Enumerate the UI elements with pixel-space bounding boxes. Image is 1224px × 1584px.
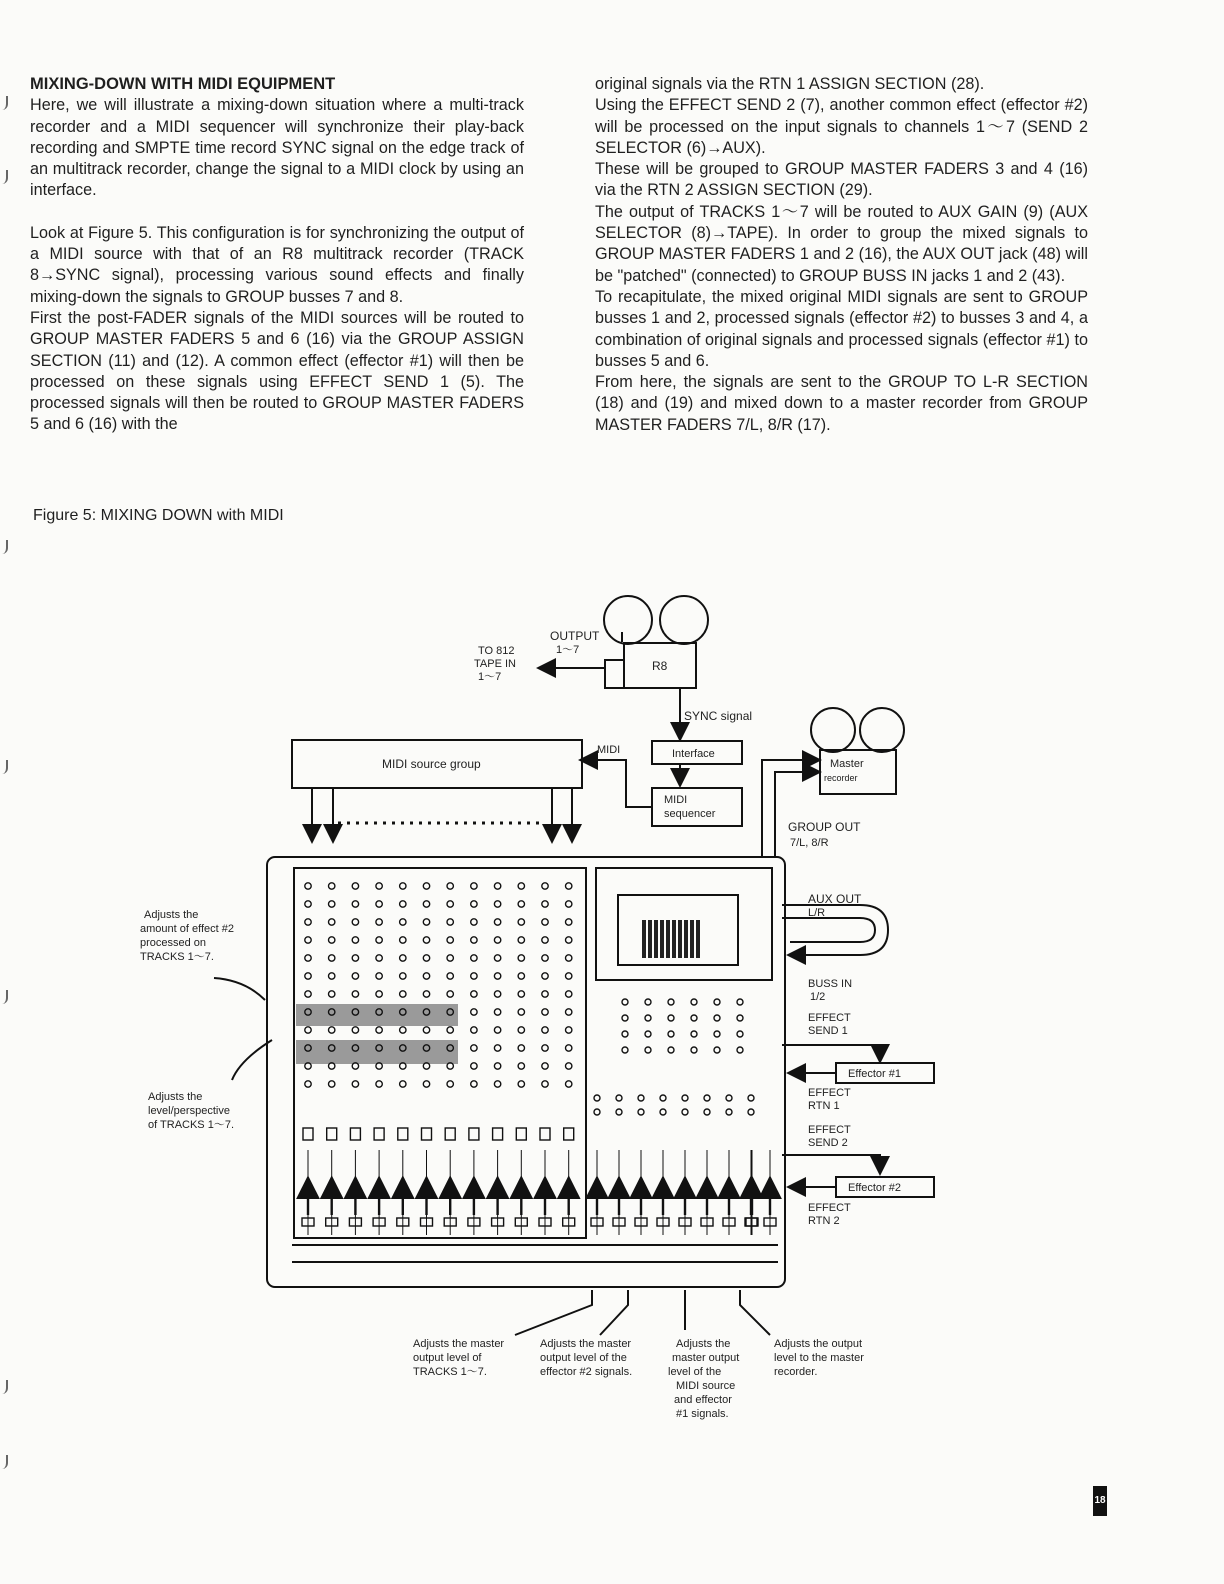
knob-icon bbox=[660, 1109, 666, 1115]
reel-icon bbox=[811, 708, 855, 752]
paragraph: Using the EFFECT SEND 2 (7), another common effect (effector #2) will be processed on the input signals to channels 1～7 (SEND 2 SELECTOR (6)→AUX). bbox=[595, 96, 1088, 157]
knob-icon bbox=[352, 973, 358, 979]
knob-icon bbox=[542, 883, 548, 889]
label-output: OUTPUT bbox=[550, 629, 600, 643]
callout-master-eff2: output level of the bbox=[540, 1352, 627, 1364]
knob-icon bbox=[471, 1027, 477, 1033]
meter-bar bbox=[684, 920, 688, 958]
label-effect-send2: SEND 2 bbox=[808, 1137, 848, 1149]
knob-icon bbox=[691, 1047, 697, 1053]
callout-master-midi: level of the bbox=[668, 1366, 722, 1378]
knob-icon bbox=[329, 883, 335, 889]
knob-icon bbox=[376, 1081, 382, 1087]
paragraph: These will be grouped to GROUP MASTER FADERS 3 and 4 (16) via the RTN 2 ASSIGN SECTION (29). bbox=[595, 160, 1088, 200]
label-r8: R8 bbox=[652, 659, 668, 673]
knob-icon bbox=[737, 999, 743, 1005]
callout-output: recorder. bbox=[774, 1366, 818, 1378]
knob-icon bbox=[691, 1015, 697, 1021]
knob-icon bbox=[494, 919, 500, 925]
knob-icon bbox=[352, 901, 358, 907]
reel-icon bbox=[604, 596, 652, 644]
knob-icon bbox=[737, 1047, 743, 1053]
knob-icon bbox=[542, 1081, 548, 1087]
binding-mark bbox=[0, 1455, 8, 1469]
mixing-diagram bbox=[0, 590, 1224, 1450]
knob-icon bbox=[423, 955, 429, 961]
knob-icon bbox=[305, 955, 311, 961]
page-number: 18 bbox=[1093, 1486, 1107, 1516]
knob-icon bbox=[376, 919, 382, 925]
knob-icon bbox=[645, 999, 651, 1005]
knob-icon bbox=[494, 955, 500, 961]
knob-icon bbox=[566, 955, 572, 961]
knob-icon bbox=[329, 991, 335, 997]
knob-icon bbox=[645, 1047, 651, 1053]
callout-master-eff2: effector #2 signals. bbox=[540, 1366, 633, 1378]
knob-icon bbox=[714, 999, 720, 1005]
knob-icon bbox=[542, 1027, 548, 1033]
knob-icon bbox=[704, 1095, 710, 1101]
knob-icon bbox=[737, 1031, 743, 1037]
callout-effect2: amount of effect #2 bbox=[140, 923, 234, 935]
knob-icon bbox=[400, 973, 406, 979]
knob-icon bbox=[329, 919, 335, 925]
callout-effect2: Adjusts the bbox=[144, 909, 199, 921]
reel-icon bbox=[860, 708, 904, 752]
knob-icon bbox=[622, 1047, 628, 1053]
knob-icon bbox=[352, 991, 358, 997]
text-column-left bbox=[30, 74, 524, 436]
knob-icon bbox=[471, 1009, 477, 1015]
label-effect-rtn2: RTN 2 bbox=[808, 1215, 840, 1227]
callout-effect2: TRACKS 1～7. bbox=[140, 951, 214, 963]
knob-icon bbox=[352, 883, 358, 889]
reel-icon bbox=[660, 596, 708, 644]
knob-icon bbox=[566, 883, 572, 889]
label-master: recorder bbox=[824, 773, 858, 783]
knob-icon bbox=[542, 1009, 548, 1015]
meter-bar bbox=[660, 920, 664, 958]
knob-icon bbox=[400, 1081, 406, 1087]
label-to-812: TAPE IN bbox=[474, 658, 516, 670]
knob-icon bbox=[704, 1109, 710, 1115]
knob-icon bbox=[566, 991, 572, 997]
label-interface: Interface bbox=[672, 748, 715, 760]
knob-icon bbox=[400, 919, 406, 925]
knob-icon bbox=[376, 991, 382, 997]
knob-icon bbox=[518, 1045, 524, 1051]
knob-icon bbox=[423, 901, 429, 907]
button-icon bbox=[540, 1128, 550, 1140]
knob-icon bbox=[471, 937, 477, 943]
label-aux-out: L/R bbox=[808, 907, 826, 919]
knob-icon bbox=[376, 955, 382, 961]
knob-icon bbox=[714, 1031, 720, 1037]
button-icon bbox=[327, 1128, 337, 1140]
section-heading: MIXING-DOWN WITH MIDI EQUIPMENT bbox=[30, 75, 336, 93]
knob-icon bbox=[329, 901, 335, 907]
knob-icon bbox=[376, 1027, 382, 1033]
knob-icon bbox=[566, 919, 572, 925]
knob-icon bbox=[471, 901, 477, 907]
knob-icon bbox=[423, 937, 429, 943]
pan-band bbox=[296, 1040, 458, 1064]
knob-icon bbox=[471, 1063, 477, 1069]
callout-master-tracks: output level of bbox=[413, 1352, 482, 1364]
knob-icon bbox=[423, 919, 429, 925]
meter-bar bbox=[648, 920, 652, 958]
callout-level: Adjusts the bbox=[148, 1091, 203, 1103]
label-effect-send1: EFFECT bbox=[808, 1012, 851, 1024]
callout-master-tracks: Adjusts the master bbox=[413, 1338, 505, 1350]
knob-icon bbox=[329, 1027, 335, 1033]
button-icon bbox=[422, 1128, 432, 1140]
knob-icon bbox=[638, 1109, 644, 1115]
knob-icon bbox=[447, 1027, 453, 1033]
knob-icon bbox=[668, 1047, 674, 1053]
knob-icon bbox=[566, 937, 572, 943]
knob-icon bbox=[616, 1095, 622, 1101]
knob-icon bbox=[447, 901, 453, 907]
knob-icon bbox=[518, 1081, 524, 1087]
meter-bar bbox=[642, 920, 646, 958]
knob-icon bbox=[447, 937, 453, 943]
knob-icon bbox=[352, 937, 358, 943]
knob-icon bbox=[542, 1063, 548, 1069]
button-icon bbox=[493, 1128, 503, 1140]
knob-icon bbox=[542, 973, 548, 979]
knob-icon bbox=[518, 1063, 524, 1069]
knob-icon bbox=[471, 1081, 477, 1087]
knob-icon bbox=[471, 973, 477, 979]
label-group-out: 7/L, 8/R bbox=[790, 837, 829, 849]
knob-icon bbox=[494, 1045, 500, 1051]
callout-output: level to the master bbox=[774, 1352, 864, 1364]
knob-icon bbox=[471, 919, 477, 925]
label-sequencer: sequencer bbox=[664, 808, 716, 820]
label-to-812: 1～7 bbox=[478, 671, 502, 683]
knob-icon bbox=[494, 991, 500, 997]
paragraph: The output of TRACKS 1～7 will be routed to AUX GAIN (9) (AUX SELECTOR (8)→TAPE). In order to group the mixed signals to GROUP MASTER FADERS 1 and 2 (16), the AUX OUT jack (48) will be "patched" (connected) to GROUP BUSS IN jacks 1 and 2 (43). bbox=[595, 202, 1088, 285]
knob-icon bbox=[305, 973, 311, 979]
callout-level: of TRACKS 1～7. bbox=[148, 1119, 234, 1131]
meter-bar bbox=[654, 920, 658, 958]
label-buss-in: BUSS IN bbox=[808, 978, 853, 990]
knob-icon bbox=[566, 1009, 572, 1015]
knob-icon bbox=[616, 1109, 622, 1115]
label-output: 1～7 bbox=[556, 644, 580, 656]
knob-icon bbox=[400, 901, 406, 907]
knob-icon bbox=[682, 1095, 688, 1101]
paragraph: Look at Figure 5. This configuration is for synchronizing the output of a MIDI source with that of an R8 multitrack recorder (TRACK 8→SYNC signal), processing various sound effects and finally mixing-down the signals to GROUP busses 7 and 8. bbox=[30, 223, 524, 306]
knob-icon bbox=[400, 991, 406, 997]
knob-icon bbox=[668, 999, 674, 1005]
knob-icon bbox=[566, 1063, 572, 1069]
knob-icon bbox=[400, 883, 406, 889]
knob-icon bbox=[566, 1027, 572, 1033]
meter-bar bbox=[678, 920, 682, 958]
knob-icon bbox=[352, 955, 358, 961]
label-effector2: Effector #2 bbox=[848, 1182, 901, 1194]
knob-icon bbox=[726, 1095, 732, 1101]
knob-icon bbox=[518, 937, 524, 943]
knob-icon bbox=[447, 991, 453, 997]
binding-mark bbox=[0, 170, 8, 184]
button-icon bbox=[374, 1128, 384, 1140]
knob-icon bbox=[518, 991, 524, 997]
knob-icon bbox=[726, 1109, 732, 1115]
label-to-812: TO 812 bbox=[478, 645, 515, 657]
callout-master-midi: MIDI source bbox=[676, 1380, 736, 1392]
button-icon bbox=[350, 1128, 360, 1140]
knob-icon bbox=[305, 919, 311, 925]
knob-icon bbox=[447, 973, 453, 979]
knob-icon bbox=[622, 1031, 628, 1037]
callout-output: Adjusts the output bbox=[774, 1338, 863, 1350]
knob-icon bbox=[423, 883, 429, 889]
paragraph: Here, we will illustrate a mixing-down situation where a multi-track recorder and a MIDI sequencer will synchronize their play-back recording and SMPTE time record SYNC signal on the edge track of an multitrack recorder, change the signal to a MIDI clock by using an interface. bbox=[30, 96, 524, 200]
figure-caption: Figure 5: MIXING DOWN with MIDI bbox=[33, 507, 284, 524]
knob-icon bbox=[329, 937, 335, 943]
knob-icon bbox=[714, 1015, 720, 1021]
knob-icon bbox=[691, 999, 697, 1005]
knob-icon bbox=[471, 955, 477, 961]
knob-icon bbox=[376, 937, 382, 943]
knob-icon bbox=[518, 1009, 524, 1015]
label-effect-rtn1: RTN 1 bbox=[808, 1100, 840, 1112]
knob-icon bbox=[542, 919, 548, 925]
knob-icon bbox=[518, 955, 524, 961]
knob-icon bbox=[329, 955, 335, 961]
label-sync: SYNC signal bbox=[684, 709, 753, 723]
knob-icon bbox=[645, 1031, 651, 1037]
knob-icon bbox=[622, 1015, 628, 1021]
master-recorder-box bbox=[820, 750, 896, 794]
knob-icon bbox=[352, 1081, 358, 1087]
knob-icon bbox=[714, 1047, 720, 1053]
knob-icon bbox=[471, 883, 477, 889]
meter-bar bbox=[690, 920, 694, 958]
text-column-right bbox=[595, 74, 1088, 436]
knob-icon bbox=[376, 901, 382, 907]
paragraph: First the post-FADER signals of the MIDI sources will be routed to GROUP MASTER FADERS 5 and 6 (16) via the GROUP ASSIGN SECTION (11) and (12). A common effect (effector #1) will then be processed on these signals using EFFECT SEND 1 (5). The processed signals will then be routed to GROUP MASTER FADERS 5 and 6 (16) with the bbox=[30, 308, 524, 434]
label-buss-in: 1/2 bbox=[810, 991, 826, 1003]
knob-icon bbox=[737, 1015, 743, 1021]
knob-icon bbox=[494, 901, 500, 907]
callout-effect2: processed on bbox=[140, 937, 207, 949]
paragraph: From here, the signals are sent to the GROUP TO L-R SECTION (18) and (19) and mixed down to a master recorder from GROUP MASTER FADERS 7/L, 8/R (17). bbox=[595, 373, 1088, 434]
callout-master-eff2: Adjusts the master bbox=[540, 1338, 632, 1350]
paragraph: original signals via the RTN 1 ASSIGN SECTION (28). bbox=[595, 75, 985, 93]
knob-icon bbox=[447, 919, 453, 925]
knob-icon bbox=[423, 991, 429, 997]
knob-icon bbox=[494, 1027, 500, 1033]
meter-bar bbox=[666, 920, 670, 958]
label-midi: MIDI bbox=[597, 744, 621, 756]
knob-icon bbox=[494, 973, 500, 979]
knob-icon bbox=[566, 973, 572, 979]
knob-icon bbox=[518, 883, 524, 889]
knob-icon bbox=[494, 1081, 500, 1087]
knob-icon bbox=[447, 883, 453, 889]
callout-master-midi: and effector bbox=[674, 1394, 732, 1406]
button-icon bbox=[445, 1128, 455, 1140]
knob-icon bbox=[447, 955, 453, 961]
knob-icon bbox=[305, 1027, 311, 1033]
knob-icon bbox=[566, 901, 572, 907]
knob-icon bbox=[352, 919, 358, 925]
button-icon bbox=[469, 1128, 479, 1140]
knob-icon bbox=[518, 919, 524, 925]
knob-icon bbox=[645, 1015, 651, 1021]
binding-mark bbox=[0, 96, 8, 110]
knob-icon bbox=[376, 883, 382, 889]
knob-icon bbox=[518, 901, 524, 907]
knob-icon bbox=[305, 1081, 311, 1087]
knob-icon bbox=[494, 1063, 500, 1069]
meter-bar bbox=[696, 920, 700, 958]
label-group-out: GROUP OUT bbox=[788, 820, 861, 834]
knob-icon bbox=[638, 1095, 644, 1101]
knob-icon bbox=[566, 1081, 572, 1087]
label-effect-rtn1: EFFECT bbox=[808, 1087, 851, 1099]
knob-icon bbox=[305, 991, 311, 997]
binding-mark bbox=[0, 540, 8, 554]
callout-master-midi: #1 signals. bbox=[676, 1408, 729, 1420]
button-icon bbox=[303, 1128, 313, 1140]
knob-icon bbox=[352, 1027, 358, 1033]
knob-icon bbox=[542, 937, 548, 943]
knob-icon bbox=[494, 883, 500, 889]
meter-bar bbox=[672, 920, 676, 958]
button-icon bbox=[564, 1128, 574, 1140]
knob-icon bbox=[376, 973, 382, 979]
label-sequencer: MIDI bbox=[664, 794, 688, 806]
label-aux-out: AUX OUT bbox=[808, 892, 862, 906]
knob-icon bbox=[542, 1045, 548, 1051]
knob-icon bbox=[542, 991, 548, 997]
label-midi-source: MIDI source group bbox=[382, 757, 481, 771]
knob-icon bbox=[305, 901, 311, 907]
knob-icon bbox=[594, 1109, 600, 1115]
button-icon bbox=[516, 1128, 526, 1140]
knob-icon bbox=[329, 973, 335, 979]
knob-icon bbox=[594, 1095, 600, 1101]
knob-icon bbox=[748, 1095, 754, 1101]
callout-level: level/perspective bbox=[148, 1105, 230, 1117]
knob-icon bbox=[494, 937, 500, 943]
knob-icon bbox=[305, 883, 311, 889]
knob-icon bbox=[400, 1027, 406, 1033]
knob-icon bbox=[400, 955, 406, 961]
knob-icon bbox=[566, 1045, 572, 1051]
label-master: Master bbox=[830, 758, 864, 770]
knob-icon bbox=[305, 937, 311, 943]
knob-icon bbox=[400, 937, 406, 943]
paragraph: To recapitulate, the mixed original MIDI signals are sent to GROUP busses 1 and 2, processed signals (effector #2) to busses 3 and 4, a combination of original signals and processed signals (effector #1) to busses 5 and 6. bbox=[595, 287, 1088, 370]
knob-icon bbox=[518, 973, 524, 979]
knob-icon bbox=[471, 991, 477, 997]
knob-icon bbox=[423, 973, 429, 979]
knob-icon bbox=[518, 1027, 524, 1033]
knob-icon bbox=[447, 1081, 453, 1087]
knob-icon bbox=[682, 1109, 688, 1115]
knob-icon bbox=[423, 1081, 429, 1087]
knob-icon bbox=[494, 1009, 500, 1015]
label-effect-send1: SEND 1 bbox=[808, 1025, 848, 1037]
knob-icon bbox=[542, 901, 548, 907]
knob-icon bbox=[668, 1031, 674, 1037]
label-effect-rtn2: EFFECT bbox=[808, 1202, 851, 1214]
knob-icon bbox=[691, 1031, 697, 1037]
callout-master-midi: Adjusts the bbox=[676, 1338, 731, 1350]
callout-master-tracks: TRACKS 1～7. bbox=[413, 1366, 487, 1378]
knob-icon bbox=[660, 1095, 666, 1101]
knob-icon bbox=[329, 1081, 335, 1087]
knob-icon bbox=[748, 1109, 754, 1115]
button-icon bbox=[398, 1128, 408, 1140]
knob-icon bbox=[423, 1027, 429, 1033]
label-effect-send2: EFFECT bbox=[808, 1124, 851, 1136]
knob-icon bbox=[471, 1045, 477, 1051]
knob-icon bbox=[668, 1015, 674, 1021]
knob-icon bbox=[622, 999, 628, 1005]
label-effector1: Effector #1 bbox=[848, 1068, 901, 1080]
callout-master-midi: master output bbox=[672, 1352, 740, 1364]
knob-icon bbox=[542, 955, 548, 961]
